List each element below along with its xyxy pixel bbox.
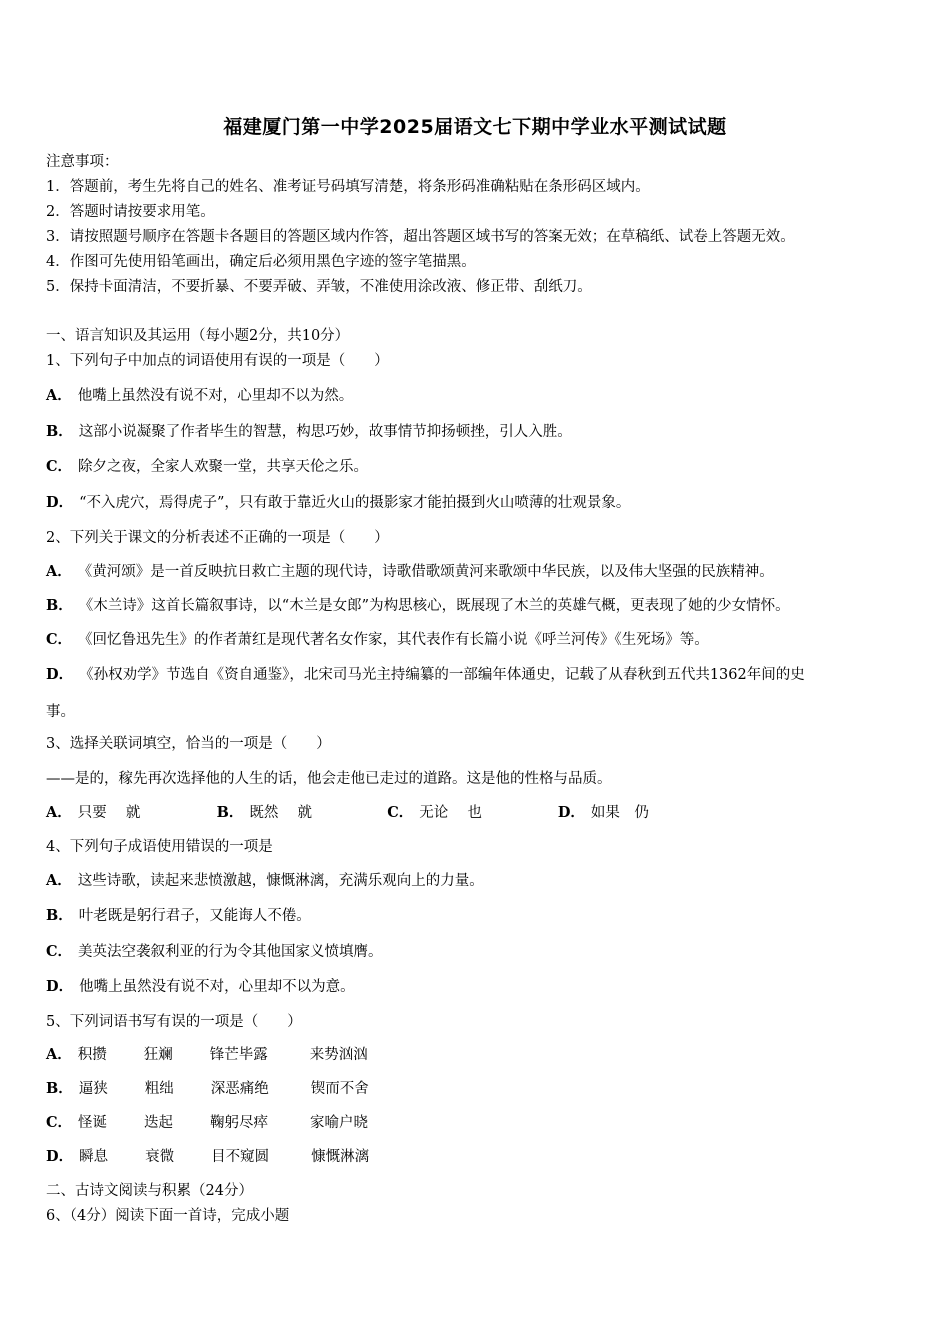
option-word: 狂斓 [143,1047,173,1063]
option-letter: B． [46,907,73,924]
option-word: 深恶痛绝 [210,1081,269,1097]
option-item [46,665,805,685]
option-text: 除夕之夜，全家人欢聚一堂，共享天伦之乐。 [78,459,369,475]
notice-item: 2．答题时请按要求用笔。 [46,204,215,220]
notice-item: 3．请按照题号顺序在答题卡各题目的答题区域内作答，超出答题区域书写的答案无效；在草稿纸、试卷上答题无效。 [46,229,795,245]
option-text: 他嘴上虽然没有说不对，心里却不以为然。 [77,388,354,404]
option-row [46,1113,410,1133]
option-word: 锋芒毕露 [209,1047,268,1063]
option-item [46,871,484,891]
option-item [46,942,383,962]
option-text: 无论 也 [419,805,482,821]
option-word: 家喻户晓 [310,1115,369,1131]
option-letter: D． [46,494,74,511]
option-letter: C． [387,804,414,821]
option-letter: D． [46,1148,74,1165]
option-text: 他嘴上虽然没有说不对，心里却不以为意。 [79,979,355,995]
option-row [46,1079,411,1099]
option-text: 《孙权劝学》节选自《资自通鉴》，北宋司马光主持编纂的一部编年体通史，记载了从春秋到五代共1362年间的史 [79,667,805,683]
option-letter: B． [46,597,73,614]
section-heading: 一、语言知识及其运用（每小题2分，共10分） [46,328,350,344]
option-letter: C． [46,943,73,960]
option-item [46,596,790,616]
option-text: 既然 就 [249,805,312,821]
option-item [46,457,368,477]
option-text: 这些诗歌，读起来悲愤激越，慷慨淋漓，充满乐观向上的力量。 [77,873,484,889]
option-letter: B． [216,804,244,821]
option-letter: D． [46,666,74,683]
option-text: “不入虎穴，焉得虎子”，只有敢于靠近火山的摄影家才能拍摄到火山喷薄的壮观景象。 [79,495,631,511]
option-text: 只要 就 [77,805,141,821]
option-item [46,493,630,513]
question-stem: 1、下列句子中加点的词语使用有误的一项是（ ） [46,353,389,369]
option-word: 粗绌 [144,1081,174,1097]
option-word: 来势汹汹 [309,1047,368,1063]
option-row [46,803,678,823]
option-word: 迭起 [144,1115,174,1131]
option-item [46,422,572,442]
notice-item: 1．答题前，考生先将自己的姓名、准考证号码填写清楚，将条形码准确粘贴在条形码区域内。 [46,179,650,195]
option-letter: A． [46,872,72,889]
option-word: 锲而不舍 [310,1081,369,1097]
notice-item: 4．作图可先使用铅笔画出，确定后必须用黑色字迹的签字笔描黑。 [46,254,476,270]
notice-item: 5．保持卡面清洁，不要折暴、不要弄破、弄皱，不准使用涂改液、修正带、刮纸刀。 [46,279,592,295]
option-word: 衰微 [145,1149,175,1165]
question-stem: 4、下列句子成语使用错误的一项是 [46,839,273,855]
option-item [46,977,355,997]
option-letter: A． [46,1046,72,1063]
option-item [46,562,774,582]
question-stem: 2、下列关于课文的分析表述不正确的一项是（ ） [46,530,389,546]
option-item [46,803,212,823]
option-letter: D． [557,804,585,821]
option-letter: A． [46,804,72,821]
option-letter: B． [46,423,73,440]
option-letter: A． [46,387,72,404]
option-letter: D． [46,978,74,995]
option-letter: C． [46,458,73,475]
option-row [46,1147,411,1167]
option-item [387,803,553,823]
option-text: 美英法空袭叙利亚的行为令其他国家义愤填膺。 [78,944,383,960]
option-letter: C． [46,1114,73,1131]
option-word: 目不窥圆 [211,1149,270,1165]
option-word: 逼狭 [78,1081,108,1097]
option-letter: B． [46,1080,73,1097]
option-word: 怪诞 [78,1115,108,1131]
question-stem: 6、（4分）阅读下面一首诗，完成小题 [46,1208,290,1224]
option-item [46,906,311,926]
option-word: 鞠躬尽瘁 [210,1115,269,1131]
option-item [46,630,709,650]
option-word: 瞬息 [79,1149,109,1165]
option-item [558,803,678,823]
notice-heading: 注意事项： [46,154,119,170]
question-sentence: ——是的，稼先再次选择他的人生的话，他会走他已走过的道路。这是他的性格与品质。 [46,771,612,787]
option-item [217,803,383,823]
option-row [46,1045,410,1065]
question-stem: 3、选择关联词填空，恰当的一项是（ ） [46,736,331,752]
option-letter: A． [46,563,72,580]
option-word: 积攒 [77,1047,107,1063]
option-text: 叶老既是躬行君子，又能诲人不倦。 [78,908,311,924]
option-letter: C． [46,631,73,648]
section-heading: 二、古诗文阅读与积累（24分） [46,1183,253,1199]
option-text: 《黄河颂》是一首反映抗日救亡主题的现代诗，诗歌借歌颂黄河来歌颂中华民族，以及伟大坚强的民族精神。 [77,564,774,580]
option-word: 慷慨淋漓 [311,1149,370,1165]
question-stem: 5、下列词语书写有误的一项是（ ） [46,1014,302,1030]
option-text-continued: 事。 [46,704,75,720]
option-text: 如果 仍 [590,805,649,821]
option-text: 《回忆鲁迅先生》的作者萧红是现代著名女作家，其代表作有长篇小说《呼兰河传》《生死场》等。 [78,632,709,648]
option-text: 这部小说凝聚了作者毕生的智慧，构思巧妙，故事情节抑扬顿挫，引人入胜。 [78,424,572,440]
option-text: 《木兰诗》这首长篇叙事诗，以“木兰是女郎”为构思核心，既展现了木兰的英雄气概，更表现了她的少女情怀。 [78,598,790,614]
page-title: 福建厦门第一中学2025届语文七下期中学业水平测试试题 [223,116,727,138]
option-item [46,386,353,406]
